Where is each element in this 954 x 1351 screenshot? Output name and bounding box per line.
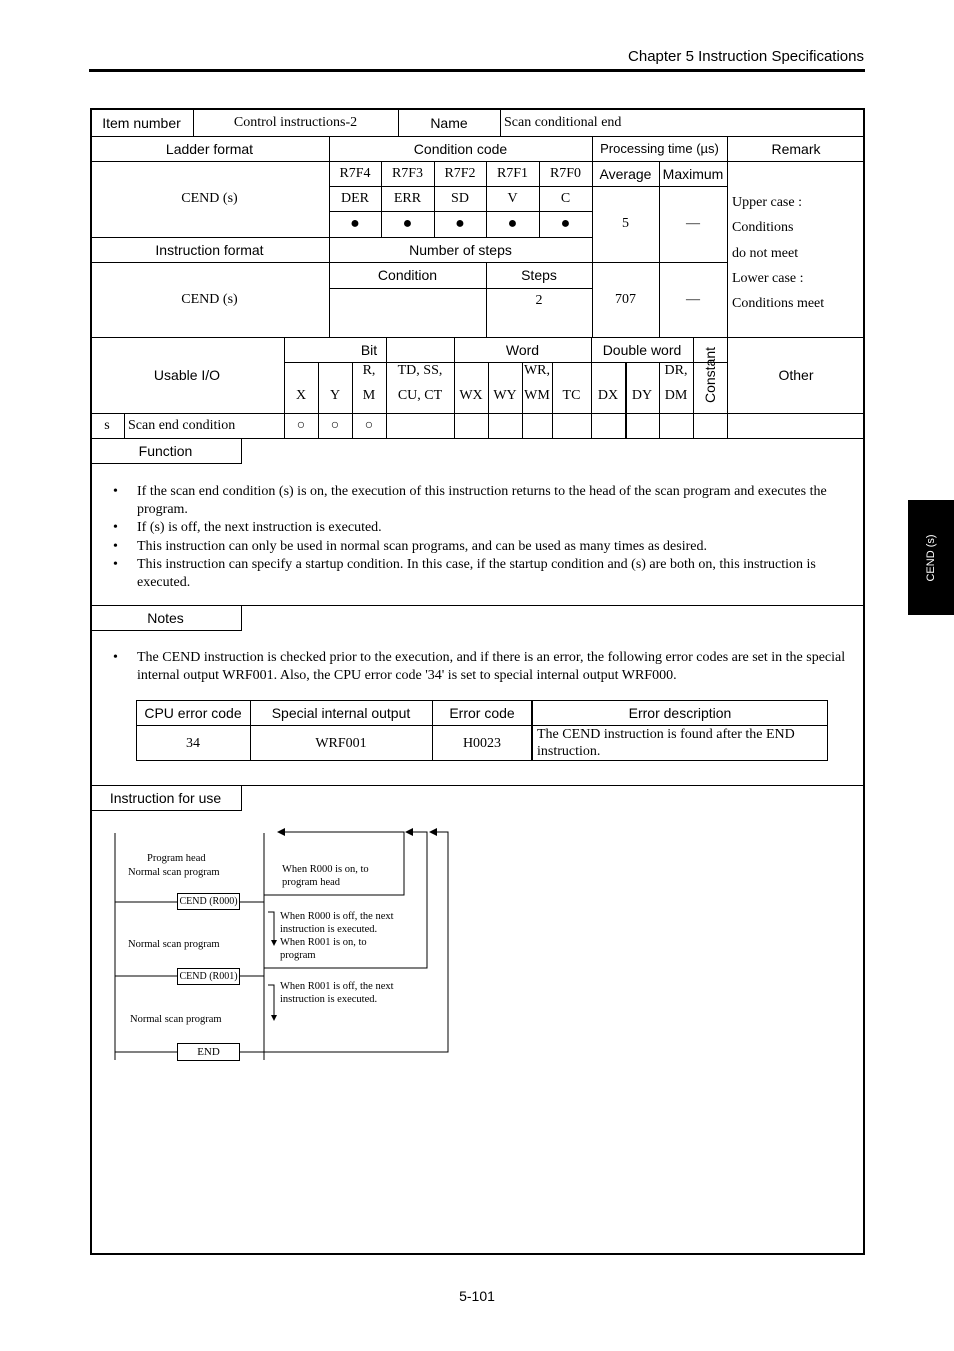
note-r000-off: When R000 is off, the next instruction is executed. (280, 911, 394, 935)
err-col-special: Special internal output (271, 704, 411, 721)
cc-name: ERR (393, 190, 422, 206)
item-number-label: Item number (102, 115, 181, 131)
col-dx: DX (597, 387, 619, 403)
remark-label: Remark (771, 140, 821, 157)
err-cell-code: H0023 (462, 735, 502, 751)
function-bullet: • If (s) is off, the next instruction is executed. (113, 519, 853, 537)
function-bullet: • This instruction can only be used in normal scan programs, and can be used as many times as desired. (113, 538, 853, 556)
ladder-format-label: Ladder format (165, 140, 254, 157)
cc-name: V (507, 190, 518, 206)
average-upper: 5 (622, 216, 629, 231)
col-wr-top: WR, (523, 362, 551, 378)
row-mark-x: ○ (296, 417, 306, 433)
number-of-steps-label: Number of steps (409, 241, 512, 258)
remark-line: Upper case : (732, 195, 802, 210)
cc-header: R7F2 (444, 165, 476, 181)
err-cell-special: WRF001 (315, 735, 367, 751)
cend-r000-box: CEND (R000) (177, 893, 240, 910)
dword-label: Double word (602, 341, 682, 358)
col-dr-top: DR, (664, 362, 688, 378)
program-head-label: Program head (147, 853, 206, 864)
average-label: Average (599, 165, 652, 182)
page-number: 5-101 (459, 1288, 495, 1304)
cc-mark: ● (350, 215, 360, 232)
cc-name: C (560, 190, 571, 206)
col-x: X (295, 387, 307, 403)
row-param: s (104, 417, 110, 433)
note-r001-on: When R001 is on, to program (280, 937, 367, 961)
cc-name: SD (451, 190, 469, 206)
condition-code-label: Condition code (413, 140, 508, 157)
row-mark-y: ○ (330, 417, 340, 433)
item-number-value: Control instructions-2 (233, 115, 358, 130)
other-label: Other (778, 367, 814, 383)
col-tc: TC (562, 387, 581, 403)
instruction-value: CEND (s) (181, 291, 238, 307)
remark-line: do not meet (732, 245, 799, 261)
err-cell-desc: The CEND instruction is found after the END instruction. (537, 727, 795, 759)
cc-mark: ● (402, 215, 413, 232)
name-label: Name (430, 115, 468, 131)
cc-header: R7F3 (391, 165, 424, 181)
processing-time-label: Processing time (µs) (600, 141, 719, 156)
function-tab: Function (90, 439, 242, 464)
maximum-upper: — (686, 216, 700, 231)
notes-tab: Notes (90, 606, 242, 631)
err-col-desc: Error description (628, 704, 732, 721)
maximum-lower: — (686, 291, 700, 307)
side-tab-label: CEND (s) (925, 533, 937, 582)
col-wx: WX (459, 387, 483, 403)
note-r001-off: When R001 is off, the next instruction is executed. (280, 981, 394, 1005)
remark-line: Conditions (732, 220, 794, 236)
notes-bullet: • The CEND instruction is checked prior to the execution, and if there is an error, the following error codes are set in the special internal output WRF001. Also, the CPU error code '34' is set to special internal output WRF000. (113, 649, 853, 684)
normal-scan-label: Normal scan program (128, 867, 220, 878)
col-wy: WY (493, 387, 517, 403)
usable-io-label: Usable I/O (153, 367, 221, 383)
instruction-format-label: Instruction format (155, 241, 264, 258)
col-r-bot: M (362, 387, 376, 403)
err-col-cpu: CPU error code (144, 704, 242, 721)
col-wr-bot: WM (524, 387, 550, 403)
col-r-top: R, (362, 362, 376, 378)
remark-line: Conditions meet (732, 296, 825, 312)
cc-header: R7F4 (339, 165, 371, 181)
col-dr-bot: DM (664, 387, 688, 403)
row-desc: Scan end condition (128, 417, 236, 433)
normal-scan-label: Normal scan program (128, 939, 220, 950)
function-bullet: • This instruction can specify a startup condition. In this case, if the startup condition and (s) are both on, this instruction is executed. (113, 556, 853, 591)
cc-header: R7F0 (549, 165, 582, 181)
row-mark-r: ○ (364, 417, 374, 433)
steps-label: Steps (521, 267, 557, 283)
note-r000-on: When R000 is on, to program head (282, 864, 369, 888)
cend-r001-box: CEND (R001) (177, 968, 240, 985)
word-label: Word (505, 341, 540, 358)
remark-line: Lower case : (732, 270, 804, 286)
cc-mark: ● (560, 215, 571, 232)
average-lower: 707 (615, 291, 636, 307)
err-cell-cpu: 34 (186, 735, 200, 751)
steps-value: 2 (535, 293, 543, 308)
col-td-bot: CU, CT (397, 387, 443, 403)
end-box: END (177, 1043, 240, 1061)
function-bullet: • If the scan end condition (s) is on, the execution of this instruction returns to the head of the scan program and executes the program. (113, 483, 853, 518)
constant-text: Constant (702, 346, 719, 404)
normal-scan-label: Normal scan program (130, 1014, 222, 1025)
name-value: Scan conditional end (504, 115, 622, 130)
col-y: Y (329, 387, 341, 403)
cc-name: DER (341, 190, 369, 206)
condition-label: Condition (377, 267, 438, 283)
chapter-header: Chapter 5 Instruction Specifications (628, 48, 864, 65)
err-col-code: Error code (449, 704, 515, 721)
col-td-top: TD, SS, (397, 362, 443, 378)
cc-mark: ● (455, 215, 465, 232)
cc-mark: ● (507, 215, 518, 232)
bit-label: Bit (360, 341, 378, 358)
cc-header: R7F1 (496, 165, 529, 181)
usage-tab: Instruction for use (90, 786, 242, 811)
col-dy: DY (631, 387, 653, 403)
maximum-label: Maximum (662, 165, 724, 182)
ladder-value: CEND (s) (181, 191, 238, 206)
